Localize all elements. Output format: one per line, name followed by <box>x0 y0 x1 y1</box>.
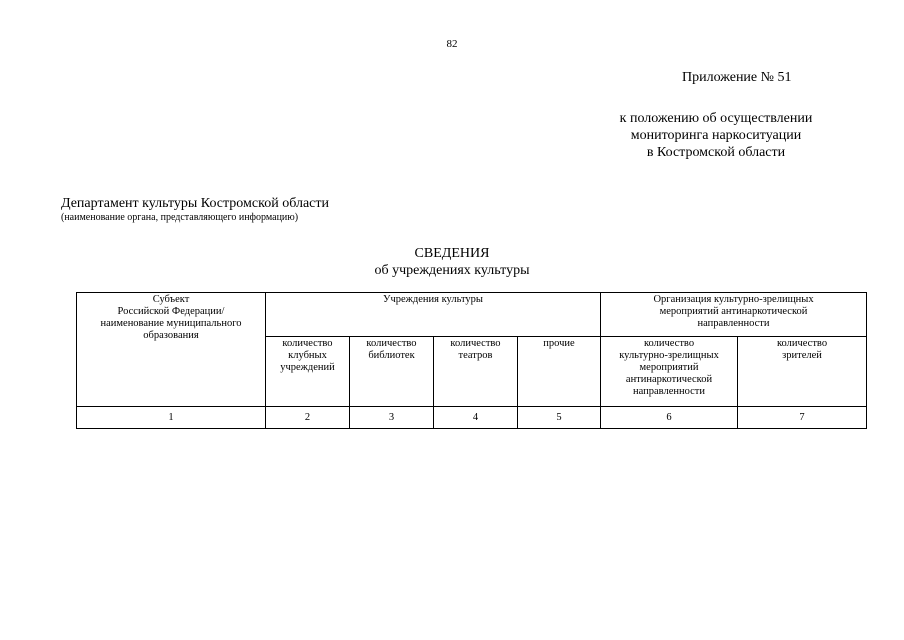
column-number: 7 <box>738 407 867 429</box>
page-number: 82 <box>446 38 458 50</box>
subheader-spectators: количество зрителей <box>738 337 867 407</box>
header-subject: Субъект Российской Федерации/ наименование муниципального образования <box>77 293 266 407</box>
column-number: 5 <box>518 407 601 429</box>
subheader-other: прочие <box>518 337 601 407</box>
appendix-title: Приложение № 51 <box>682 70 792 85</box>
document-title-line-1: СВЕДЕНИЯ <box>414 246 490 261</box>
column-number: 4 <box>434 407 518 429</box>
column-number: 3 <box>350 407 434 429</box>
appendix-reference <box>590 110 842 161</box>
appendix-ref-line-1: к положению об осуществлении <box>619 111 813 126</box>
column-number: 2 <box>266 407 350 429</box>
subheader-clubs: количество клубных учреждений <box>266 337 350 407</box>
header-institutions-group: Учреждения культуры <box>266 293 601 337</box>
subheader-libraries: количество библиотек <box>350 337 434 407</box>
document-title-line-2: об учреждениях культуры <box>374 263 530 278</box>
column-number: 6 <box>601 407 738 429</box>
table-column-numbers-row <box>77 407 867 429</box>
appendix-ref-line-2: мониторинга наркоситуации <box>630 128 802 143</box>
header-events-group: Организация культурно-зрелищных мероприятий антинаркотической направленности <box>601 293 867 337</box>
department-name: Департамент культуры Костромской области <box>61 196 329 211</box>
appendix-ref-line-3: в Костромской области <box>646 145 786 160</box>
subheader-theatres: количество театров <box>434 337 518 407</box>
column-number: 1 <box>77 407 266 429</box>
subheader-events-count: количество культурно-зрелищных мероприятий антинаркотической направленности <box>601 337 738 407</box>
table-header-row <box>77 293 867 337</box>
report-table <box>76 292 867 429</box>
document-title <box>0 245 904 279</box>
department-caption: (наименование органа, представляющего информацию) <box>61 212 299 223</box>
